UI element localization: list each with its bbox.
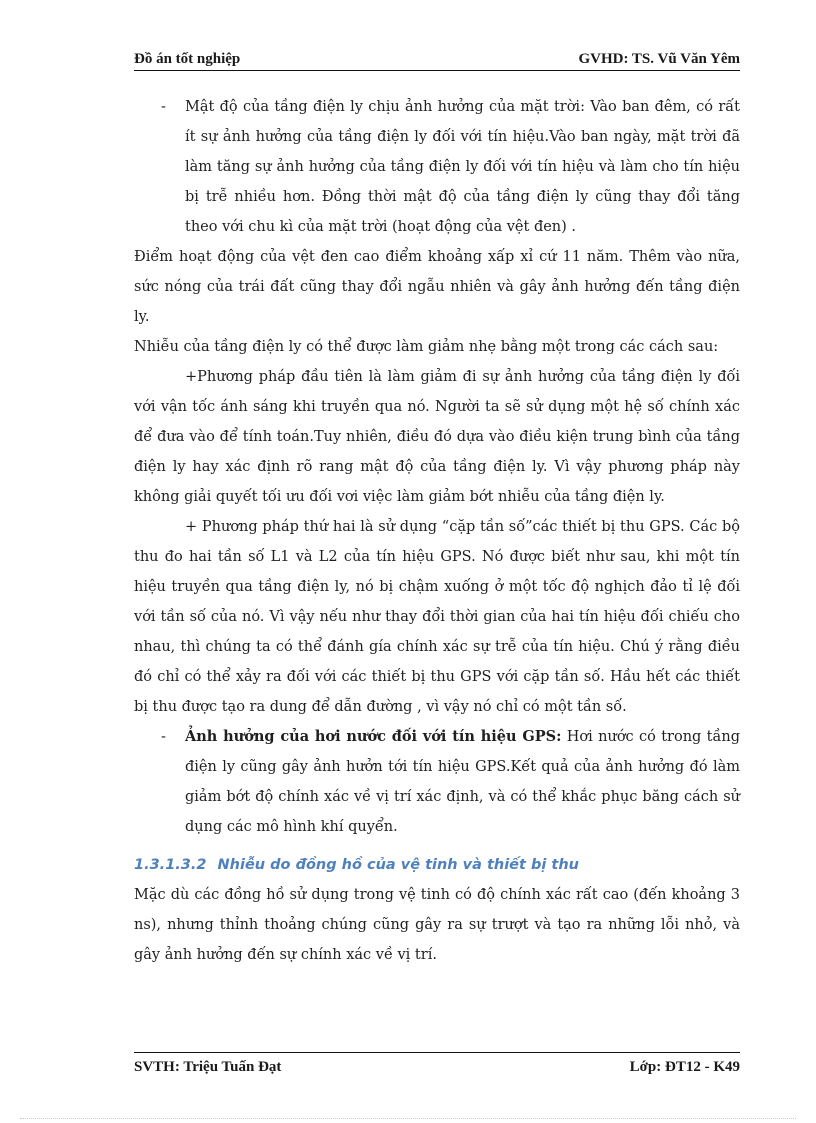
page-footer (134, 1056, 740, 1076)
section-title: Nhiễu do đồng hồ của vệ tinh và thiết bị thu (217, 857, 579, 873)
section-heading (134, 850, 740, 880)
footer-class: Lớp: ĐT12 - K49 (629, 1059, 740, 1075)
paragraph-reduction-intro: Nhiễu của tầng điện ly có thể được làm giảm nhẹ bằng một trong các cách sau: (134, 339, 719, 355)
page-header (134, 48, 740, 68)
paragraph-sunspot: Điểm hoạt động của vệt đen cao điểm khoảng xấp xỉ cứ 11 năm. Thêm vào nữa, sức nóng của trái đất cũng thay đổi ngẫu nhiên và gây ảnh hưởng đến tầng điện ly. (134, 249, 740, 325)
header-title: Đồ án tốt nghiệp (134, 51, 241, 67)
paragraph-clock-error: Mặc dù các đồng hồ sử dụng trong vệ tinh có độ chính xác rất cao (đến khoảng 3 ns), nhưng thỉnh thoảng chúng cũng gây ra sự trượt và tạo ra những lỗi nhỏ, và gây ảnh hưởng đến sự chính xác về vị trí. (134, 887, 740, 963)
bullet-ionosphere-sun (134, 92, 740, 242)
bullet-dash: - (161, 99, 166, 115)
paragraph-method-two: + Phương pháp thứ hai là sử dụng “cặp tần số”các thiết bị thu GPS. Các bộ thu đo hai tần số L1 và L2 của tín hiệu GPS. Nó được biết như sau, khi một tín hiệu truyền qua tầng điện ly, nó bị chậm xuống ở một tốc độ nghịch đảo tỉ lệ đối với tần số của nó. Vì vậy nếu như thay đổi thời gian của hai tín hiệu đối chiếu cho nhau, thì chúng ta có thể đánh gía chính xác sự trễ của tín hiệu. Chú ý rằng điều đó chỉ có thể xảy ra đối với các thiết bị thu GPS với cặp tần số. Hầu hết các thiết bị thu được tạo ra dung để dẫn đường , vì vậy nó chỉ có một tần số. (134, 519, 740, 715)
footer-student: SVTH: Triệu Tuấn Đạt (134, 1059, 282, 1075)
section-number: 1.3.1.3.2 (134, 857, 207, 873)
bullet-water-vapor (134, 722, 740, 842)
header-rule (134, 70, 740, 71)
page-edge-dotted-line (20, 1118, 796, 1119)
paragraph-method-one: +Phương pháp đầu tiên là làm giảm đi sự ảnh hưởng của tầng điện ly đối với vận tốc ánh sáng khi truyền qua nó. Người ta sẽ sử dụng một hệ số chính xác để đưa vào để tính toán.Tuy nhiên, điều đó dựa vào điều kiện trung bình của tầng điện ly hay xác định rõ rang mật độ của tầng điện ly. Vì vậy phương pháp này không giải quyết tối ưu đối vơi việc làm giảm bớt nhiễu của tầng điện ly. (134, 369, 740, 505)
header-supervisor: GVHD: TS. Vũ Văn Yêm (578, 51, 740, 67)
bullet-bold-lead: Ảnh hưởng của hơi nước đối với tín hiệu GPS: (185, 728, 562, 745)
footer-rule (134, 1052, 740, 1053)
bullet-text: Hơi nước có trong tầng điện ly cũng gây ảnh hưởn tới tín hiệu GPS.Kết quả của ảnh hưởng đó làm giảm bớt độ chính xác về vị trí xác định, và có thể khắc phục băng cách sử dụng các mô hình khí quyển. (185, 729, 740, 835)
bullet-dash: - (161, 729, 166, 745)
page-content (134, 92, 740, 970)
bullet-text: Mật độ của tầng điện ly chịu ảnh hưởng của mặt trời: Vào ban đêm, có rất ít sự ảnh hưởng của tầng điện ly đối với tín hiệu.Vào ban ngày, mặt trời đã làm tăng sự ảnh hưởng của tầng điện ly đối với tín hiệu và làm cho tín hiệu bị trễ nhiều hơn. Đồng thời mật độ của tầng điện ly cũng thay đổi tăng theo với chu kì của mặt trời (hoạt động của vệt đen) . (185, 99, 740, 235)
